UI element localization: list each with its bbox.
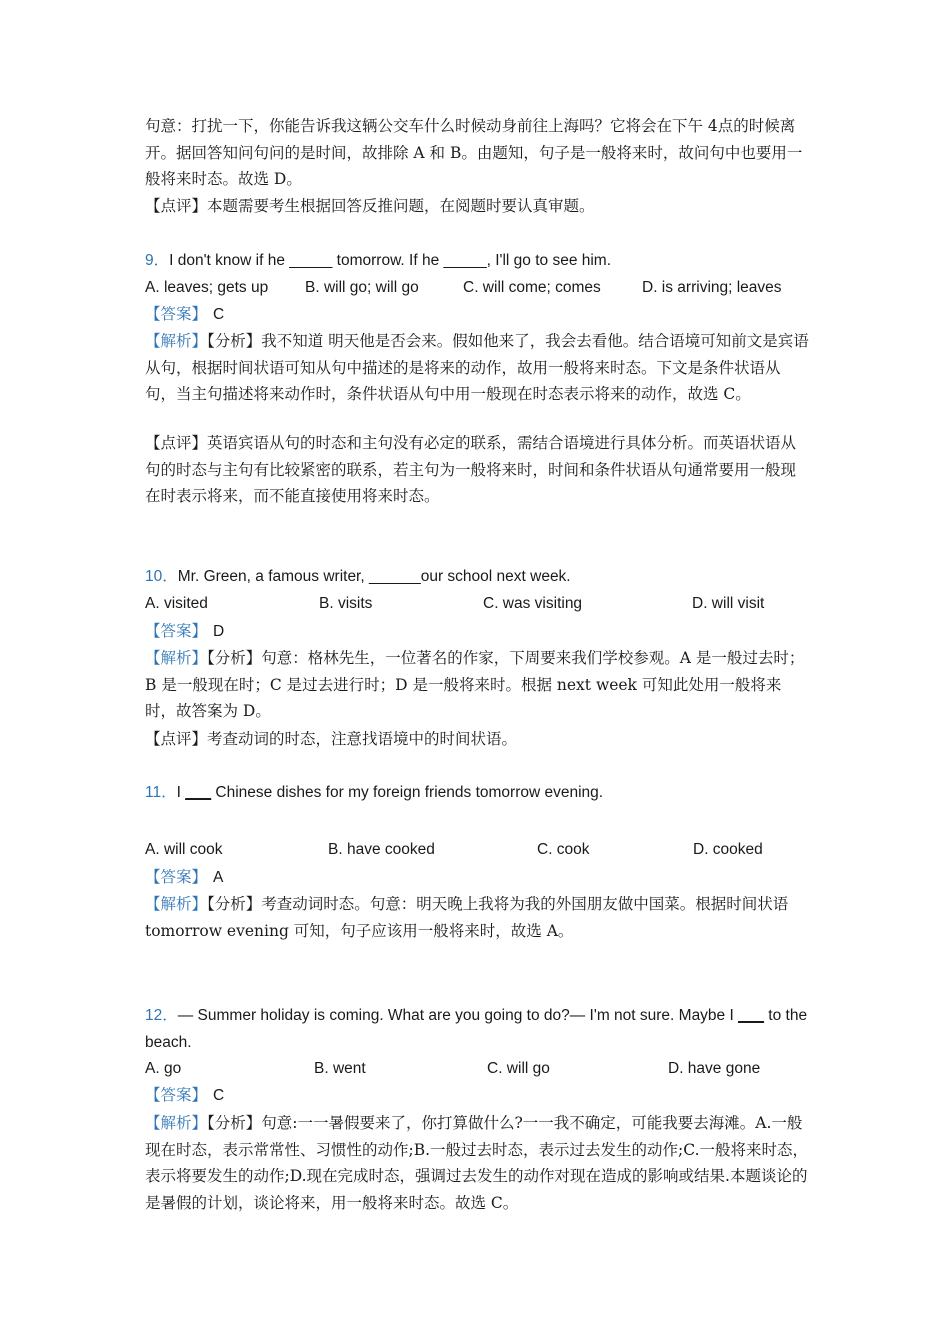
- question-12-number: 12．: [145, 1007, 178, 1024]
- question-10-option-c: C. was visiting: [483, 595, 583, 612]
- question-9-option-d: D. is arriving; leaves: [642, 279, 782, 296]
- question-10-options: [145, 591, 810, 617]
- question-12-option-b: B. went: [314, 1060, 366, 1077]
- question-12-option-c: C. will go: [487, 1060, 550, 1077]
- question-9-answer: [145, 301, 224, 328]
- analysis-label: 【解析】: [145, 649, 208, 667]
- question-11-analysis-text: 【分析】考查动词时态。句意：明天晚上我将为我的外国朋友做中国菜。根据时间状语 tomorrow evening 可知，句子应该用一般将来时，故选 A。: [145, 895, 789, 940]
- question-10-option-a: A. visited: [145, 595, 208, 612]
- question-9-text: I don't know if he _____ tomorrow. If he _____, I'll go to see him.: [169, 252, 612, 269]
- question-10-stem: [145, 564, 810, 591]
- comment-label: 【点评】: [145, 730, 208, 748]
- question-12-option-a: A. go: [145, 1060, 182, 1077]
- question-9-options: [145, 275, 810, 301]
- question-11-answer: [145, 864, 223, 891]
- intro-explanation: 句意：打扰一下，你能告诉我这辆公交车什么时候动身前往上海吗？它将会在下午 4点的时候离开。据回答知问句问的是时间，故排除 A 和 B。由题知，句子是一般将来时，故问句中也要用一般将来时态。故选 D。: [145, 117, 803, 188]
- question-9-analysis-text: 【分析】我不知道 明天他是否会来。假如他来了，我会去看他。结合语境可知前文是宾语从句，根据时间状语可知从句中描述的是将来的动作，故用一般将来时态。下文是条件状语从句，当主句描述将来动作时，条件状语从句中用一般现在时态表示将来的动作，故选 C。: [145, 332, 809, 403]
- intro-comment: 【点评】本题需要考生根据回答反推问题，在阅题时要认真审题。: [145, 197, 595, 215]
- question-10-answer: [145, 618, 224, 645]
- answer-label: 【答案】: [145, 868, 208, 886]
- question-11-text-after: Chinese dishes for my foreign friends tomorrow evening.: [211, 784, 604, 801]
- question-9-option-c: C. will come; comes: [463, 279, 601, 296]
- question-9-analysis: [145, 328, 810, 408]
- analysis-label: 【解析】: [145, 1114, 208, 1132]
- question-10-text: Mr. Green, a famous writer, ______our school next week.: [177, 568, 571, 585]
- question-10-comment: [145, 726, 810, 753]
- analysis-label: 【解析】: [145, 895, 208, 913]
- question-9-number: 9．: [145, 252, 170, 269]
- question-12-stem: [145, 1003, 810, 1056]
- answer-label: 【答案】: [145, 305, 208, 323]
- question-11-options: [145, 837, 810, 863]
- question-10-answer-value: D: [213, 623, 225, 640]
- question-12-text-before: — Summer holiday is coming. What are you going to do?— I'm not sure. Maybe I: [177, 1007, 739, 1024]
- comment-label: 【点评】: [145, 434, 208, 452]
- question-11-option-d: D. cooked: [693, 841, 763, 858]
- question-11-stem: [145, 780, 810, 807]
- question-10-comment-text: 考查动词的时态，注意找语境中的时间状语。: [207, 730, 518, 748]
- question-10-option-b: B. visits: [319, 595, 373, 612]
- question-12-analysis: [145, 1110, 810, 1216]
- question-9-stem: [145, 248, 810, 275]
- question-12-text-after: to the beach.: [145, 1007, 808, 1051]
- question-12-analysis-text: 【分析】句意:一一暑假要来了，你打算做什么?一一我不确定，可能我要去海滩。A.一般现在时态，表示常常性、习惯性的动作;B.一般过去时态，表示过去发生的动作;C.一般将来时态，表示将要发生的动作;D.现在完成时态，强调过去发生的动作对现在造成的影响或结果.本题谈论的是暑假的计划，谈论将来，用一般将来时态。故选 C。: [145, 1114, 808, 1212]
- answer-label: 【答案】: [145, 1086, 208, 1104]
- answer-label: 【答案】: [145, 622, 208, 640]
- question-12-blank: ___: [738, 1007, 764, 1024]
- question-10-analysis-text: 【分析】句意：格林先生，一位著名的作家，下周要来我们学校参观。A 是一般过去时；B 是一般现在时；C 是过去进行时；D 是一般将来时。根据 next week 可知此处用一般将来时，故答案为 D。: [145, 649, 805, 720]
- analysis-label: 【解析】: [145, 332, 208, 350]
- question-11-option-b: B. have cooked: [328, 841, 435, 858]
- question-11-option-a: A. will cook: [145, 841, 223, 858]
- question-9-option-b: B. will go; will go: [305, 279, 419, 296]
- question-12-answer-value: C: [213, 1087, 225, 1104]
- question-12-answer: [145, 1082, 224, 1109]
- question-9-comment: [145, 430, 810, 510]
- question-10-option-d: D. will visit: [692, 595, 765, 612]
- question-11-answer-value: A: [213, 869, 224, 886]
- question-11-analysis: [145, 891, 810, 944]
- question-11-number: 11．: [145, 784, 177, 801]
- question-9-answer-value: C: [213, 306, 225, 323]
- question-12-options: [145, 1056, 810, 1082]
- question-10-analysis: [145, 645, 810, 725]
- question-11-text-before: I: [176, 784, 186, 801]
- question-11-option-c: C. cook: [537, 841, 590, 858]
- question-11-blank: ___: [185, 784, 212, 801]
- question-12-option-d: D. have gone: [668, 1060, 761, 1077]
- question-9-comment-text: 英语宾语从句的时态和主句没有必定的联系，需结合语境进行具体分析。而英语状语从句的时态与主句有比较紧密的联系，若主句为一般将来时，时间和条件状语从句通常要用一般现在时表示将来，而不能直接使用将来时态。: [145, 434, 797, 505]
- question-9-option-a: A. leaves; gets up: [145, 279, 269, 296]
- question-10-number: 10．: [145, 568, 178, 585]
